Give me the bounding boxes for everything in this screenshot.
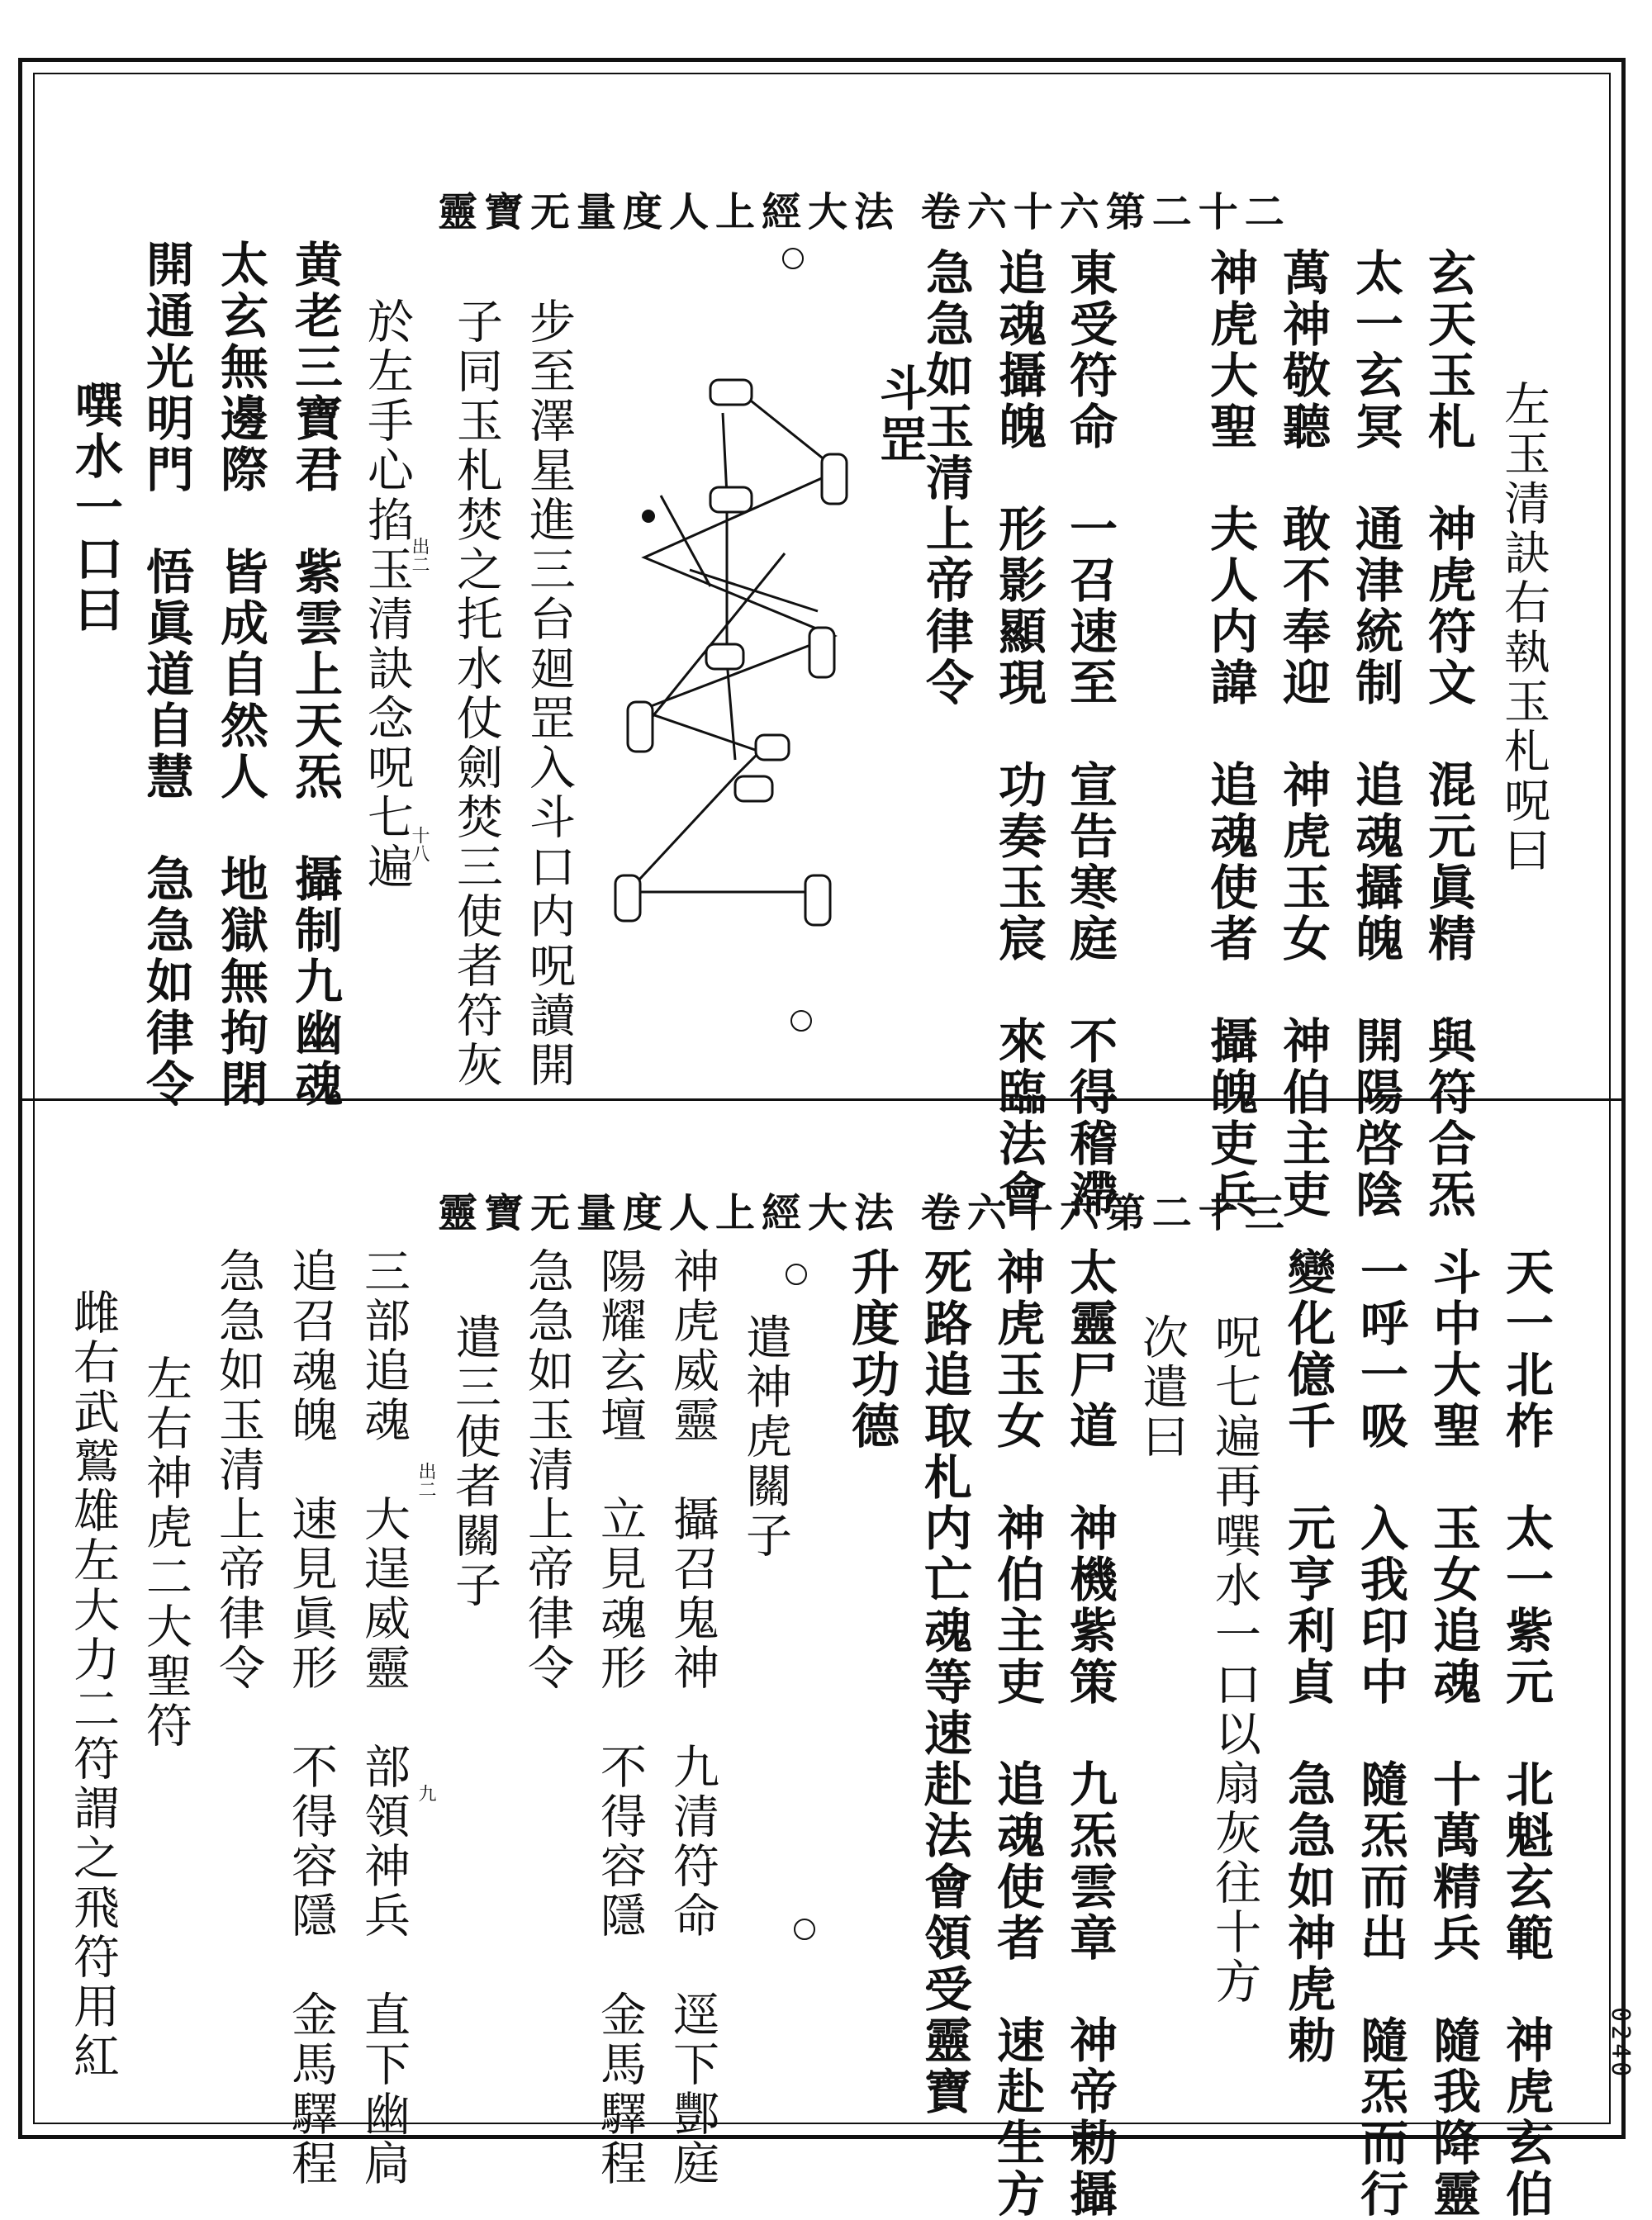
top-margin-mark: 出二 (409, 537, 430, 573)
bottom-column-20: 雌右武鷲雄左大力二符謂之飛符用紅 (66, 1288, 120, 2081)
annotation-circle (794, 1919, 815, 1940)
bottom-column-10: 升度功德 (843, 1247, 900, 1452)
top-margin-mark: 十八 (409, 826, 430, 862)
top-column-14: 太玄無邊際 皆成自然人 地獄無拘閉 (212, 240, 268, 1110)
annotation-circle (790, 1010, 812, 1032)
bottom-column-9: 死路追取札内亡魂等速赴法會領受靈寶 (916, 1247, 972, 2118)
top-column-15: 開通光明門 悟眞道自慧 急急如律令 (138, 240, 194, 1110)
bottom-column-8: 神虎玉女 神伯主吏 追魂使者 速赴生方 (989, 1247, 1045, 2220)
bottom-column-14: 急急如玉清上帝律令 (520, 1247, 574, 1693)
top-column-8: 急急如玉清上帝律令 (918, 248, 974, 709)
top-column-6: 東受符命 一召速至 宣告寒庭 不得稽滯 (1061, 248, 1118, 1221)
top-column-11: 子同玉札焚之托水仗劍焚三使者符灰 (449, 297, 503, 1090)
top-column-12: 於左手心掐玉清訣念呪七遍 (360, 297, 414, 892)
bottom-column-4: 變化億千 元亨利貞 急急如神虎勅 (1279, 1247, 1336, 2066)
bottom-column-6: 次遣曰 (1135, 1313, 1189, 1462)
bottom-margin-mark: 出二 (415, 1462, 436, 1498)
bottom-column-5: 呪七遍再噀水一口以扇灰往十方 (1208, 1313, 1261, 2007)
top-column-4: 萬神敬聽 敢不奉迎 神虎玉女 神伯主吏 (1275, 248, 1331, 1221)
top-column-1: 左玉清訣右執玉札呪曰 (1497, 380, 1550, 875)
stepping-diagram (611, 363, 892, 958)
top-column-9: 斗罡 (871, 363, 928, 466)
bottom-column-7: 太靈尸道 神機紫策 九炁雲章 神帝勅攝 (1061, 1247, 1118, 2220)
bottom-column-12: 神虎威靈 攝召鬼神 九清符命 逕下酆庭 (666, 1247, 719, 2189)
top-column-16: 噀水一口曰 (67, 380, 123, 636)
bottom-column-2: 斗中大聖 玉女追魂 十萬精兵 隨我降靈 (1425, 1247, 1481, 2220)
bottom-column-19: 左右神虎二大聖符 (139, 1354, 192, 1751)
top-column-7: 追魂攝魄 形影顯現 功奏玉宸 來臨法會 (990, 248, 1047, 1221)
bottom-column-15: 遣三使者關子 (448, 1313, 501, 1610)
top-column-3: 太一玄冥 通津統制 追魂攝魄 開陽啓陰 (1347, 248, 1403, 1221)
bottom-column-17: 追召魂魄 速見眞形 不得容隱 金馬驛程 (284, 1247, 338, 2189)
annotation-circle (786, 1264, 807, 1285)
top-page-header: 靈寶无量度人上經大法 卷六十六第二十二 (438, 189, 1291, 235)
bottom-column-18: 急急如玉清上帝律令 (211, 1247, 265, 1693)
top-column-2: 玄天玉札 神虎符文 混元眞精 與符合炁 (1420, 248, 1476, 1221)
bottom-column-13: 陽耀玄壇 立見魂形 不得容隱 金馬驛程 (593, 1247, 647, 2189)
bottom-column-11: 遣神虎關子 (738, 1313, 792, 1561)
bottom-column-3: 一呼一吸 入我印中 隨炁而出 隨炁而行 (1352, 1247, 1408, 2220)
top-column-13: 黄老三寶君 紫雲上天炁 攝制九幽魂 (287, 240, 343, 1110)
bottom-margin-mark: 九 (415, 1784, 436, 1802)
bottom-column-16: 三部追魂 大逞威靈 部領神兵 直下幽扃 (357, 1247, 411, 2189)
annotation-circle (782, 248, 804, 269)
top-column-10: 步至澤星進三台廻罡入斗口内呪讀開 (522, 297, 576, 1090)
page-code: 0240 (1606, 2007, 1635, 2080)
bottom-column-1: 天一北柞 太一紫元 北魁玄範 神虎玄伯 (1498, 1247, 1554, 2220)
bottom-page-header: 靈寶无量度人上經大法 卷六十六第二十三 (438, 1190, 1291, 1236)
top-column-5: 神虎大聖 夫人内諱 追魂使者 攝魄吏兵 (1202, 248, 1258, 1221)
